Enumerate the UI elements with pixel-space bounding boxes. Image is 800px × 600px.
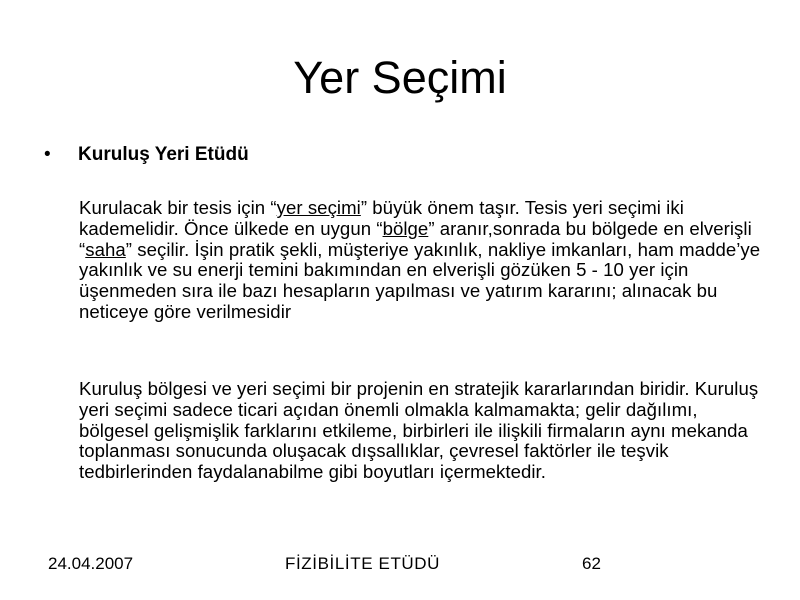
paragraph-text: ” aranır,sonrada bu bölgede en elverişli “ (79, 217, 752, 260)
paragraph-text: ” seçilir. İşin pratik şekli, müşteriye yakınlık, nakliye imkanları, ham madde’ye yakınlık ve su enerji temini bakımından en elverişli gözüken 5 - 10 yer için üşenmeden sıra ile bazı hesapların yapılması ve yatırım kararını; alınacak bu neticeye göre verilmesidir (79, 238, 761, 322)
footer-date: 24.04.2007 (48, 554, 134, 573)
footer-title: FİZİBİLİTE ETÜDÜ (285, 554, 441, 573)
bullet-item (44, 143, 249, 167)
bullet-heading: Kuruluş Yeri Etüdü (78, 144, 249, 165)
paragraph-site-selection (79, 198, 769, 323)
slide-title: Yer Seçimi (293, 52, 507, 103)
paragraph-text: Kurulacak bir tesis için “ (79, 197, 277, 218)
paragraph-text: ” büyük önem taşır. Tesis yeri seçimi iki kademelidir. Önce ülkede en uygun “ (79, 197, 684, 239)
bullet-dot: • (44, 144, 51, 165)
paragraph-strategic-decision: Kuruluş bölgesi ve yeri seçimi bir projenin en stratejik kararlarından biridir. Kuruluş yeri seçimi sadece ticari açıdan önemli olmakla kalmamakta; gelir dağılımı, bölgesel gelişmişlik farklarını etkileme, birbirleri ile ilişkili firmaların aynı mekanda toplanması sonucunda oluşacak dışsallıklar, çevresel faktörler ile teşvik tedbirlerinden faydalanabilme gibi boyutları içermektedir. (79, 378, 759, 483)
underlined-term: saha (85, 238, 126, 260)
underlined-term: bölge (382, 217, 429, 239)
underlined-term: yer seçimi (276, 197, 361, 218)
footer-page-number: 62 (582, 554, 601, 573)
